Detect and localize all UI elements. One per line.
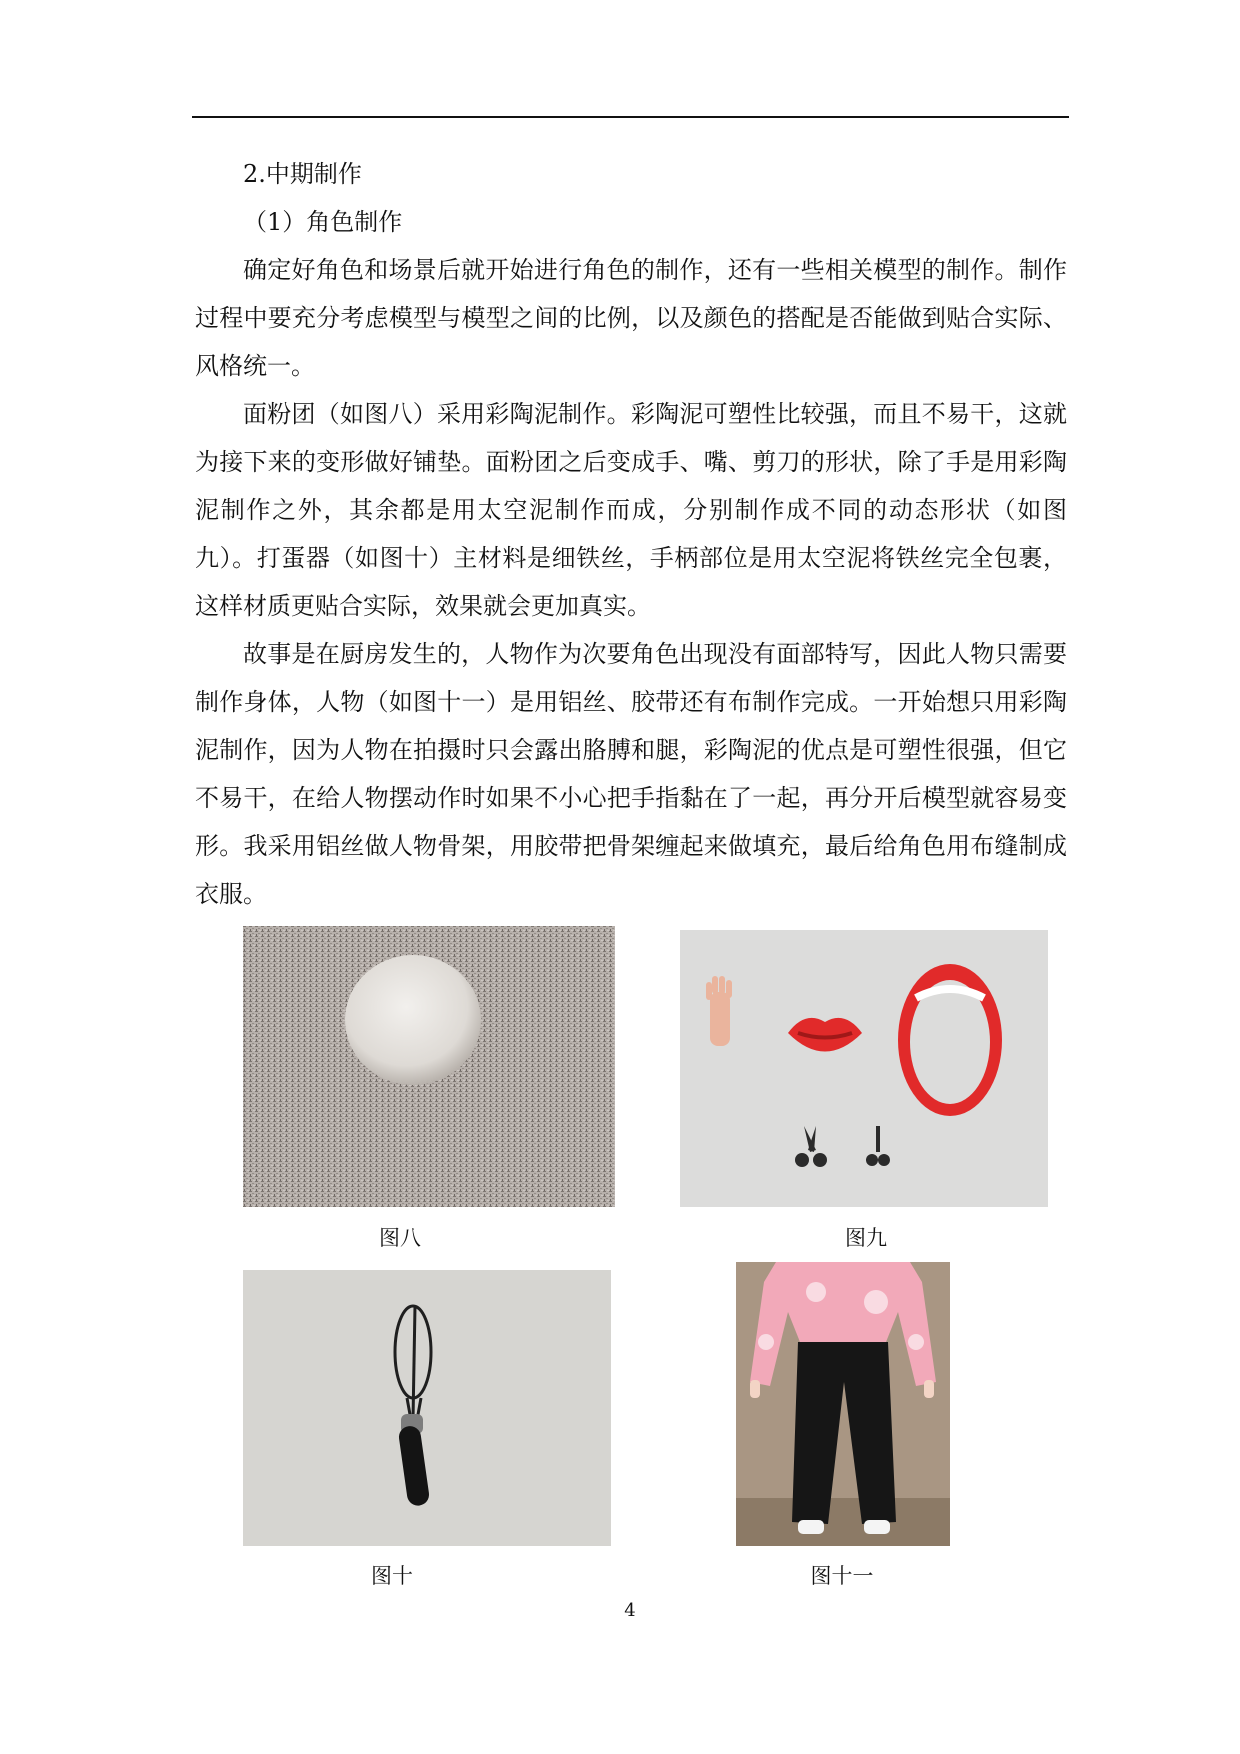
page-number: 4 bbox=[624, 1600, 636, 1621]
paragraph: 故事是在厨房发生的，人物作为次要角色出现没有面部特写，因此人物只需要制作身体，人物（如图十一）是用铝丝、胶带还有布制作完成。一开始想只用彩陶泥制作，因为人物在拍摄时只会露出胳膊和腿，彩陶泥的优点是可塑性很强，但它不易干，在给人物摆动作时如果不小心把手指黏在了一起，再分开后模型就容易变形。我采用铝丝做人物骨架，用胶带把骨架缠起来做填充，最后给角色用布缝制成衣服。 bbox=[195, 640, 1067, 908]
figure-caption: 图八 bbox=[379, 1226, 421, 1250]
figure-shapes-photo bbox=[680, 930, 1048, 1207]
figure-dough-ball-photo bbox=[243, 926, 615, 1207]
subsection-heading: （1）角色制作 bbox=[243, 208, 403, 236]
dough-ball bbox=[345, 955, 481, 1085]
figure-caption: 图十一 bbox=[810, 1564, 874, 1588]
figure-doll-photo bbox=[736, 1262, 950, 1546]
header-rule bbox=[192, 116, 1069, 118]
figure-whisk-photo bbox=[243, 1270, 611, 1546]
figure-caption: 图九 bbox=[845, 1226, 887, 1250]
section-heading: 2.中期制作 bbox=[243, 160, 362, 188]
clay-open-mouth bbox=[898, 964, 1002, 1116]
figure-caption: 图十 bbox=[371, 1564, 413, 1588]
paragraph: 面粉团（如图八）采用彩陶泥制作。彩陶泥可塑性比较强，而且不易干，这就为接下来的变形做好铺垫。面粉团之后变成手、嘴、剪刀的形状，除了手是用彩陶泥制作之外，其余都是用太空泥制作而成，分别制作成不同的动态形状（如图九）。打蛋器（如图十）主材料是细铁丝，手柄部位是用太空泥将铁丝完全包裹，这样材质更贴合实际，效果就会更加真实。 bbox=[195, 400, 1067, 620]
paragraph: 确定好角色和场景后就开始进行角色的制作，还有一些相关模型的制作。制作过程中要充分考虑模型与模型之间的比例，以及颜色的搭配是否能做到贴合实际、风格统一。 bbox=[195, 256, 1067, 380]
